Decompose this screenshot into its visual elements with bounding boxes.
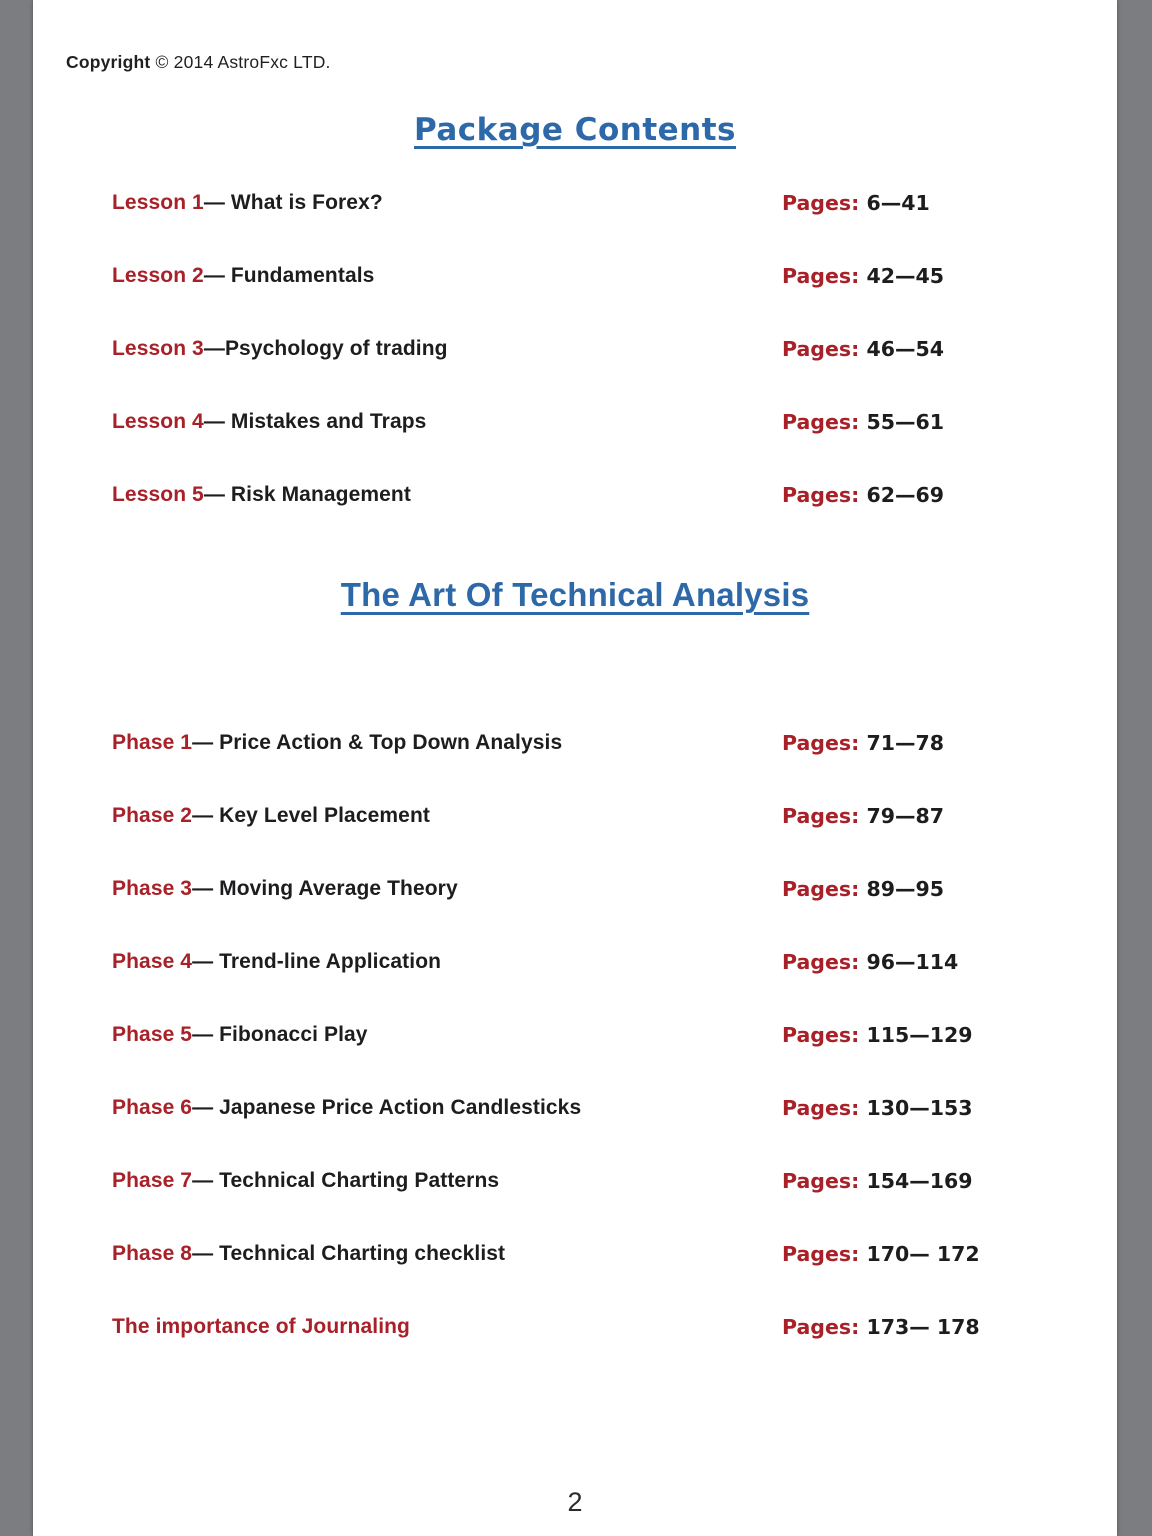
toc-entry-pages bbox=[782, 1095, 1077, 1121]
toc-entry-title: — Moving Average Theory bbox=[192, 877, 458, 900]
pages-label: Pages: bbox=[782, 877, 860, 901]
toc-entry-title: — Price Action & Top Down Analysis bbox=[192, 731, 563, 754]
toc-entry-pages bbox=[782, 263, 1077, 289]
toc-entry bbox=[112, 409, 782, 435]
toc-entry-title: — What is Forex? bbox=[203, 191, 383, 214]
toc-lessons bbox=[112, 190, 1077, 555]
pages-label: Pages: bbox=[782, 410, 860, 434]
toc-entry-pages bbox=[782, 482, 1077, 508]
copyright-word: Copyright bbox=[66, 52, 151, 72]
toc-entry-prefix: Phase 1 bbox=[112, 731, 193, 754]
pages-range: 96—114 bbox=[866, 950, 959, 974]
pages-label: Pages: bbox=[782, 731, 860, 755]
toc-entry bbox=[112, 1241, 782, 1267]
toc-entry-prefix: Lesson 5 bbox=[112, 483, 204, 506]
toc-entry bbox=[112, 876, 782, 902]
toc-entry-title: — Technical Charting Patterns bbox=[192, 1169, 500, 1192]
pages-label: Pages: bbox=[782, 1315, 860, 1339]
pages-range: 173— 178 bbox=[866, 1315, 980, 1339]
toc-row bbox=[112, 336, 1077, 409]
toc-entry bbox=[112, 190, 782, 216]
toc-entry-prefix: Phase 2 bbox=[112, 804, 193, 827]
pages-label: Pages: bbox=[782, 1169, 860, 1193]
pages-label: Pages: bbox=[782, 337, 860, 361]
pages-range: 46—54 bbox=[866, 337, 944, 361]
toc-entry-pages bbox=[782, 409, 1077, 435]
toc-entry-prefix: Phase 5 bbox=[112, 1023, 193, 1046]
viewer-gutter-left bbox=[0, 0, 33, 1536]
toc-entry-title: — Key Level Placement bbox=[192, 804, 430, 827]
toc-entry-title: — Trend-line Application bbox=[192, 950, 442, 973]
toc-entry-pages bbox=[782, 190, 1077, 216]
toc-entry-prefix: Phase 7 bbox=[112, 1169, 193, 1192]
toc-entry-prefix: Phase 8 bbox=[112, 1242, 193, 1265]
pages-range: 89—95 bbox=[866, 877, 944, 901]
toc-row bbox=[112, 1241, 1077, 1314]
toc-entry-prefix: Lesson 3 bbox=[112, 337, 204, 360]
toc-entry-prefix: Lesson 2 bbox=[112, 264, 204, 287]
toc-entry-title: — Fundamentals bbox=[203, 264, 375, 287]
pages-range: 42—45 bbox=[866, 264, 944, 288]
pages-range: 79—87 bbox=[866, 804, 944, 828]
pages-label: Pages: bbox=[782, 264, 860, 288]
pages-range: 130—153 bbox=[866, 1096, 973, 1120]
document-page bbox=[33, 0, 1117, 1536]
toc-entry-pages bbox=[782, 803, 1077, 829]
toc-entry-title: — Risk Management bbox=[203, 483, 411, 506]
toc-row bbox=[112, 1022, 1077, 1095]
toc-entry-pages bbox=[782, 1022, 1077, 1048]
toc-entry bbox=[112, 803, 782, 829]
toc-entry-title: —Psychology of trading bbox=[203, 337, 448, 360]
toc-entry bbox=[112, 336, 782, 362]
viewer-gutter-right bbox=[1117, 0, 1152, 1536]
pages-label: Pages: bbox=[782, 1242, 860, 1266]
toc-entry-prefix: Lesson 1 bbox=[112, 191, 204, 214]
toc-row bbox=[112, 876, 1077, 949]
pages-range: 6—41 bbox=[866, 191, 930, 215]
toc-entry-title: — Technical Charting checklist bbox=[192, 1242, 506, 1265]
toc-entry-prefix: Phase 6 bbox=[112, 1096, 193, 1119]
toc-row bbox=[112, 409, 1077, 482]
toc-row bbox=[112, 1095, 1077, 1168]
toc-row bbox=[112, 949, 1077, 1022]
toc-entry bbox=[112, 1314, 782, 1340]
toc-entry bbox=[112, 1095, 782, 1121]
toc-entry bbox=[112, 1168, 782, 1194]
toc-row bbox=[112, 730, 1077, 803]
copyright-notice bbox=[66, 52, 331, 73]
toc-entry-pages bbox=[782, 1168, 1077, 1194]
toc-entry-prefix: The importance of Journaling bbox=[112, 1315, 410, 1338]
toc-entry bbox=[112, 1022, 782, 1048]
toc-entry bbox=[112, 730, 782, 756]
toc-row bbox=[112, 263, 1077, 336]
toc-phases bbox=[112, 730, 1077, 1387]
pages-label: Pages: bbox=[782, 483, 860, 507]
pages-range: 55—61 bbox=[866, 410, 944, 434]
pages-range: 71—78 bbox=[866, 731, 944, 755]
toc-entry bbox=[112, 482, 782, 508]
pages-label: Pages: bbox=[782, 804, 860, 828]
toc-entry-prefix: Lesson 4 bbox=[112, 410, 204, 433]
toc-entry-pages bbox=[782, 730, 1077, 756]
toc-entry-pages bbox=[782, 1314, 1077, 1340]
toc-entry-pages bbox=[782, 1241, 1077, 1267]
toc-entry bbox=[112, 949, 782, 975]
pages-label: Pages: bbox=[782, 1023, 860, 1047]
toc-row bbox=[112, 1168, 1077, 1241]
pages-label: Pages: bbox=[782, 191, 860, 215]
toc-entry-title: — Mistakes and Traps bbox=[203, 410, 427, 433]
pages-range: 154—169 bbox=[866, 1169, 973, 1193]
toc-row bbox=[112, 482, 1077, 555]
pages-range: 62—69 bbox=[866, 483, 944, 507]
pages-range: 115—129 bbox=[866, 1023, 973, 1047]
toc-entry-prefix: Phase 4 bbox=[112, 950, 193, 973]
heading-package-contents: Package Contents bbox=[413, 112, 737, 148]
heading-technical-analysis: The Art Of Technical Analysis bbox=[340, 576, 810, 613]
page-number: 2 bbox=[567, 1487, 583, 1517]
toc-row bbox=[112, 190, 1077, 263]
pages-range: 170— 172 bbox=[866, 1242, 980, 1266]
pages-label: Pages: bbox=[782, 950, 860, 974]
toc-entry-pages bbox=[782, 336, 1077, 362]
toc-entry-title: — Fibonacci Play bbox=[192, 1023, 368, 1046]
copyright-text: © 2014 AstroFxc LTD. bbox=[150, 52, 331, 72]
toc-entry-pages bbox=[782, 876, 1077, 902]
toc-row bbox=[112, 803, 1077, 876]
toc-entry bbox=[112, 263, 782, 289]
toc-entry-title: — Japanese Price Action Candlesticks bbox=[192, 1096, 582, 1119]
toc-entry-prefix: Phase 3 bbox=[112, 877, 193, 900]
toc-row bbox=[112, 1314, 1077, 1387]
toc-entry-pages bbox=[782, 949, 1077, 975]
pages-label: Pages: bbox=[782, 1096, 860, 1120]
